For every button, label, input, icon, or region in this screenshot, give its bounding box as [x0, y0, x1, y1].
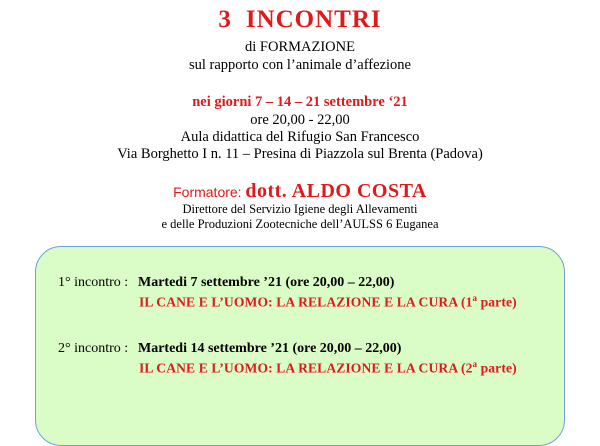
- subtitle-topic: sul rapporto con l’animale d’affezione: [189, 57, 411, 73]
- meeting-2-topic-text: IL CANE E L’UOMO: LA RELAZIONE E LA CURA (2: [139, 360, 473, 376]
- page-title: [0, 6, 600, 34]
- meeting-2-topic-sup: a: [472, 359, 478, 369]
- trainer-role-line-2: e delle Produzioni Zootecniche dell’AULSS 6 Euganea: [161, 217, 439, 231]
- trainer-role-line-1: Direttore del Servizio Igiene degli Allevamenti: [182, 202, 418, 216]
- trainer-name: dott. ALDO COSTA: [245, 180, 427, 202]
- trainer-label: Formatore:: [173, 184, 242, 200]
- meeting-2-topic: [139, 359, 517, 377]
- event-dates: nei giorni 7 – 14 – 21 settembre ‘21: [192, 94, 408, 110]
- meeting-1-topic-text: IL CANE E L’UOMO: LA RELAZIONE E LA CURA (1: [139, 294, 473, 310]
- meeting-2-date: Martedi 14 settembre ’21 (ore 20,00 – 22,00): [138, 341, 402, 356]
- subtitle-training: di FORMAZIONE: [245, 39, 355, 55]
- meeting-2-row: [58, 340, 401, 358]
- meeting-1-label: 1° incontro :: [58, 275, 129, 290]
- title-text: INCONTRI: [245, 6, 382, 33]
- meeting-2-topic-end: parte): [477, 360, 517, 376]
- meeting-1-row: [58, 274, 394, 292]
- meeting-1-topic: [139, 293, 517, 311]
- meeting-1-topic-end: parte): [477, 294, 517, 310]
- title-number: 3: [218, 6, 232, 33]
- trainer-line: [0, 180, 600, 203]
- meeting-2-label: 2° incontro :: [58, 341, 129, 356]
- event-time: ore 20,00 - 22,00: [250, 112, 350, 128]
- meeting-1-topic-sup: a: [472, 293, 478, 303]
- event-address: Via Borghetto I n. 11 – Presina di Piazzola sul Brenta (Padova): [117, 146, 483, 162]
- meeting-1-date: Martedi 7 settembre ’21 (ore 20,00 – 22,00): [138, 275, 395, 290]
- event-place: Aula didattica del Rifugio San Francesco: [180, 129, 420, 145]
